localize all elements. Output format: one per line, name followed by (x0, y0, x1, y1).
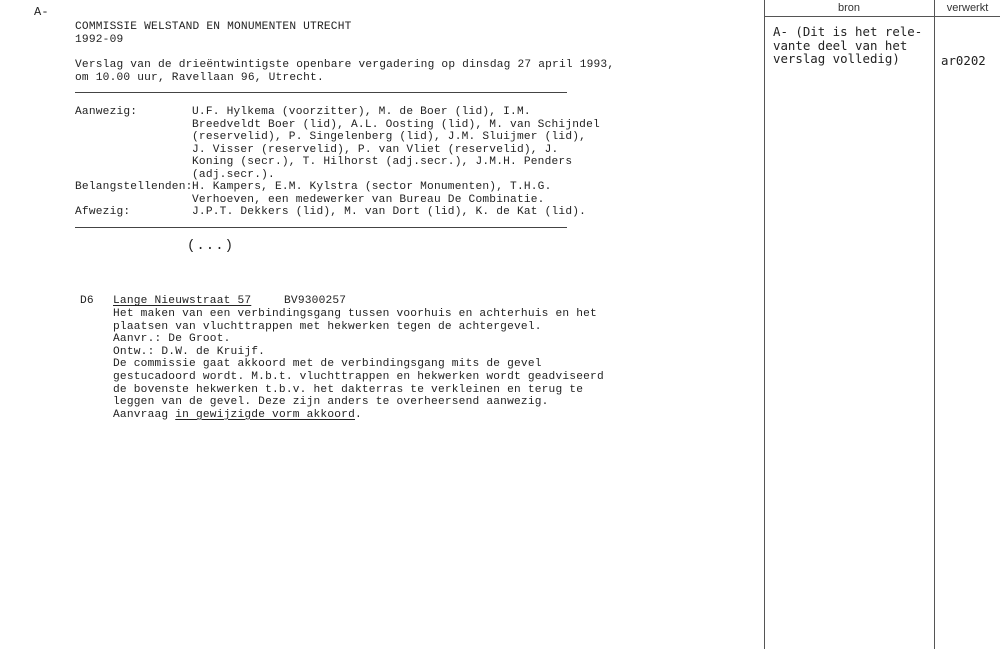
bron-note-line: verslag volledig) (773, 51, 900, 67)
item-address: Lange Nieuwstraat 57 (113, 295, 252, 307)
verwerkt-code: ar0202 (941, 53, 986, 68)
present-line: U.F. Hylkema (voorzitter), M. de Boer (lid), I.M. (192, 106, 531, 118)
stakeholders-list (192, 181, 552, 206)
margin-header-divider (764, 16, 1000, 17)
attendance-divider (75, 227, 567, 228)
present-line: (reservelid), P. Singelenberg (lid), J.M. Sluijmer (lid), (192, 131, 587, 144)
item-line: Het maken van een verbindingsgang tussen voorhuis en achterhuis en het (113, 308, 597, 320)
decision-underlined: in gewijzigde vorm akkoord (175, 408, 355, 421)
item-file-number: BV9300257 (284, 295, 347, 307)
bron-column-right-border (934, 0, 935, 649)
stakeholders-label: Belangstellenden: (75, 181, 193, 193)
present-list (192, 106, 600, 182)
omission-mark: (...) (187, 238, 235, 254)
item-line: de bovenste hekwerken t.b.v. het dakterras te verkleinen en terug te (113, 383, 584, 396)
stakeholders-line: Verhoeven, een medewerker van Bureau De Combinatie. (192, 193, 545, 206)
item-line: Aanvr.: De Groot. (113, 333, 231, 346)
meeting-reference: 1992-09 (75, 34, 124, 46)
item-line: plaatsen van vluchttrappen met hekwerken tegen de achtergevel. (113, 320, 542, 333)
present-line: J. Visser (reservelid), P. van Vliet (reservelid), J. (192, 143, 559, 156)
present-label: Aanwezig: (75, 106, 138, 118)
intro-line-2: om 10.00 uur, Ravellaan 96, Utrecht. (75, 72, 324, 84)
item-decision-line (113, 409, 604, 422)
verwerkt-header: verwerkt (946, 2, 989, 14)
present-line: (adj.secr.). (192, 168, 275, 181)
intro-line-1: Verslag van de drieëntwintigste openbare vergadering op dinsdag 27 april 1993, (75, 59, 615, 71)
absent-label: Afwezig: (75, 206, 131, 218)
bron-column-left-border (764, 0, 765, 649)
header-divider (75, 92, 567, 93)
item-line: Ontw.: D.W. de Kruijf. (113, 345, 266, 358)
item-line: gestucadoord wordt. M.b.t. vluchttrappen en hekwerken wordt geadviseerd (113, 370, 604, 383)
decision-suffix: . (355, 408, 362, 421)
item-line: De commissie gaat akkoord met de verbindingsgang mits de gevel (113, 358, 542, 371)
item-code: D6 (80, 295, 94, 307)
decision-prefix: Aanvraag (113, 408, 176, 421)
page-mark: A- (34, 5, 49, 19)
item-line: leggen van de gevel. Deze zijn anders te overheersend aanwezig. (113, 396, 549, 409)
organization-title: COMMISSIE WELSTAND EN MONUMENTEN UTRECHT (75, 21, 352, 33)
absent-list (192, 206, 586, 219)
item-body (113, 308, 604, 421)
bron-note (773, 25, 922, 66)
present-line: Koning (secr.), T. Hilhorst (adj.secr.), J.M.H. Penders (192, 156, 573, 169)
bron-header: bron (837, 2, 861, 14)
absent-line: J.P.T. Dekkers (lid), M. van Dort (lid), K. de Kat (lid). (192, 206, 587, 218)
bron-note-line: vante deel van het (773, 37, 908, 53)
bron-note-line: A- (Dit is het rele- (773, 24, 923, 39)
stakeholders-line: H. Kampers, E.M. Kylstra (sector Monumenten), T.H.G. (192, 181, 552, 193)
present-line: Breedveldt Boer (lid), A.L. Oosting (lid), M. van Schijndel (192, 118, 600, 131)
